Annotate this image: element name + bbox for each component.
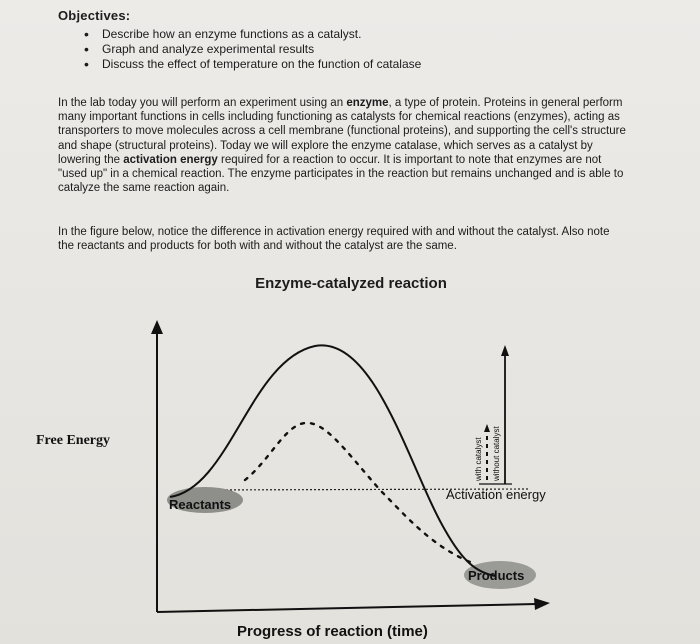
intro-bold-enzyme: enzyme — [346, 97, 389, 109]
figure-instruction-paragraph: In the figure below, notice the difference in activation energy required with and without the catalyst. Also note the reactants and products for both with and without the catalyst are the same. — [58, 226, 610, 253]
y-axis-label: Free Energy — [36, 433, 110, 448]
x-axis — [157, 604, 536, 612]
intro-text-1: In the lab today you will perform an experiment using an — [58, 97, 347, 109]
reactants-label: Reactants — [169, 497, 232, 512]
objective-item: • Discuss the effect of temperature on the function of catalase — [84, 57, 658, 72]
x-axis-arrowhead — [534, 598, 550, 610]
objectives-heading: Objectives: — [58, 8, 131, 23]
without-catalyst-label: without catalyst — [492, 426, 501, 481]
without-catalyst-arrowhead — [501, 345, 509, 356]
objective-item: • Graph and analyze experimental results — [84, 42, 658, 57]
with-catalyst-label: with catalyst — [474, 437, 483, 481]
with-catalyst-arrowhead — [484, 424, 490, 432]
uncatalyzed-curve — [170, 345, 495, 576]
intro-text-2: , a type of protein. Proteins in general perform many important functions in cells including functioning as catalysts for chemical reactions (enzymes), acting as transporters to move molecules across a cell membrane (functional proteins), and supporting the cell's structure and shape (structural proteins). Today we will explore the enzyme catalase, which serves as a catalyst by lowering the — [58, 97, 626, 166]
y-axis-arrowhead — [151, 320, 163, 334]
activation-energy-label: Activation energy — [446, 487, 546, 502]
intro-text-3: required for a reaction to occur. It is important to note that enzymes are not "used up" in a chemical reaction. The enzyme participates in the reaction but remains unchanged and is able to catalyze the same reaction again. — [58, 153, 624, 195]
catalyzed-curve — [245, 423, 470, 562]
products-label: Products — [468, 568, 525, 583]
objective-item: • Describe how an enzyme functions as a catalyst. — [84, 27, 658, 42]
figure-title-text: Enzyme-catalyzed reaction — [255, 275, 447, 292]
x-axis-label: Progress of reaction (time) — [237, 623, 428, 640]
intro-bold-activation-energy: activation energy — [123, 153, 218, 166]
